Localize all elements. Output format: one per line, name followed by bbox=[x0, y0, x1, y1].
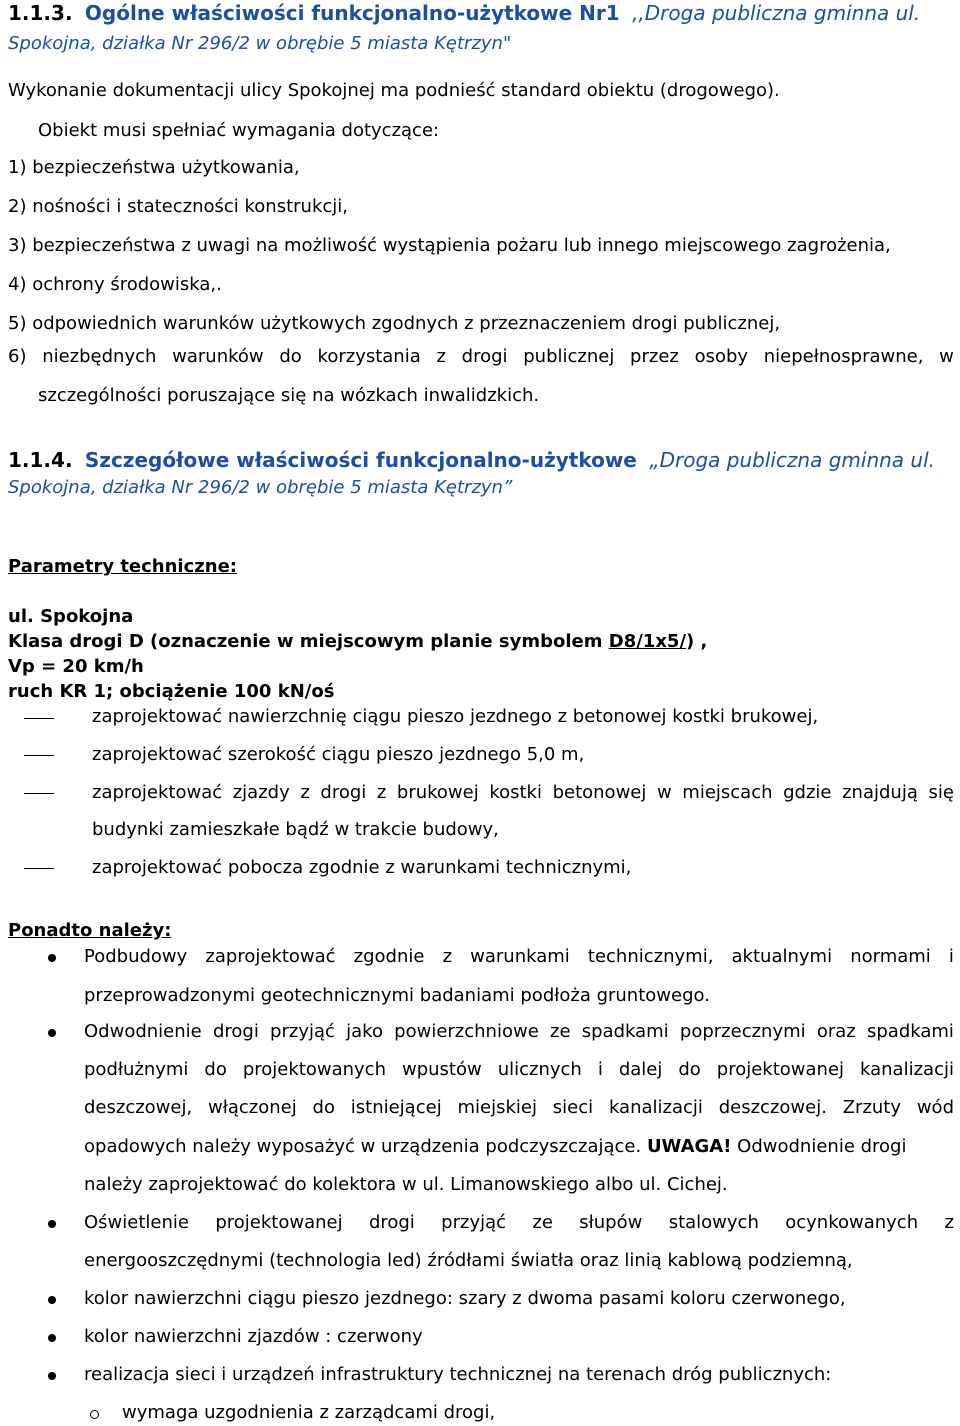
sub-bullet-item: wymaga uzgodnienia z zarządcami drogi, bbox=[122, 1402, 496, 1423]
bullet-item: kolor nawierzchni zjazdów : czerwony bbox=[84, 1326, 423, 1347]
bullet-item: Oświetlenie projektowanej drogi przyjąć ze słupów stalowych ocynkowanych z bbox=[84, 1212, 954, 1233]
requirement-item: 5) odpowiednich warunków użytkowych zgodnych z przeznaczeniem drogi publicznej, bbox=[8, 313, 781, 334]
requirement-item-6-cont: szczególności poruszające się na wózkach inwalidzkich. bbox=[38, 385, 540, 406]
bullet-item-cont: należy zaprojektować do kolektora w ul. Limanowskiego albo ul. Cichej. bbox=[84, 1174, 728, 1195]
requirement-item: 2) nośności i stateczności konstrukcji, bbox=[8, 196, 348, 217]
section-title: Ogólne właściwości funkcjonalno-użytkowe Nr1 bbox=[84, 1, 620, 25]
intro-text: Wykonanie dokumentacji ulicy Spokojnej ma podnieść standard obiektu (drogowego). bbox=[8, 80, 780, 101]
warning-label: UWAGA! bbox=[646, 1136, 732, 1157]
bullet-item: kolor nawierzchni ciągu pieszo jezdnego: szary z dwoma pasami koloru czerwonego, bbox=[84, 1288, 846, 1309]
section-title-italic: „Droga publiczna gminna ul. bbox=[649, 448, 935, 472]
section-title-italic-2: Spokojna, działka Nr 296/2 w obrębie 5 miasta Kętrzyn" bbox=[8, 33, 512, 54]
dash-item: zaprojektować nawierzchnię ciągu pieszo jezdnego z betonowej kostki brukowej, bbox=[92, 706, 819, 727]
requirement-item: 3) bezpieczeństwa z uwagi na możliwość wystąpienia pożaru lub innego miejscowego zagrożenia, bbox=[8, 235, 891, 256]
street-name: ul. Spokojna bbox=[8, 606, 134, 627]
section-title-italic-2: Spokojna, działka Nr 296/2 w obrębie 5 miasta Kętrzyn” bbox=[8, 477, 513, 498]
dash-item: zaprojektować zjazdy z drogi z brukowej kostki betonowej w miejscach gdzie znajdują się bbox=[92, 782, 954, 803]
extra-heading: Ponadto należy: bbox=[8, 920, 172, 941]
traffic-load: ruch KR 1; obciążenie 100 kN/oś bbox=[8, 681, 335, 702]
dash-icon bbox=[24, 755, 54, 756]
dash-item: zaprojektować szerokość ciągu pieszo jezdnego 5,0 m, bbox=[92, 744, 585, 765]
circle-bullet-icon bbox=[90, 1410, 99, 1419]
section-heading-114 bbox=[8, 449, 935, 471]
bullet-item-cont: energooszczędnymi (technologia led) źródłami światła oraz linią kablową podziemną, bbox=[84, 1250, 853, 1271]
bullet-item-cont: podłużnymi do projektowanych wpustów ulicznych i dalej do projektowanej kanalizacji bbox=[84, 1059, 954, 1080]
bullet-item-cont: opadowych należy wyposażyć w urządzenia podczyszczające. UWAGA! Odwodnienie drogi bbox=[84, 1136, 907, 1157]
dash-icon bbox=[24, 793, 54, 794]
requirement-item-6: 6) niezbędnych warunków do korzystania z drogi publicznej przez osoby niepełnosprawne, w bbox=[8, 346, 954, 367]
plan-symbol: D8/1x5/ bbox=[608, 631, 687, 652]
dash-item: zaprojektować pobocza zgodnie z warunkami technicznymi, bbox=[92, 857, 632, 878]
requirement-item: 1) bezpieczeństwa użytkowania, bbox=[8, 157, 300, 178]
dash-icon bbox=[24, 868, 54, 869]
bullet-icon bbox=[48, 1334, 56, 1342]
dash-item-cont: budynki zamieszkałe bądź w trakcie budowy, bbox=[92, 819, 499, 840]
bullet-item: realizacja sieci i urządzeń infrastruktury technicznej na terenach dróg publicznych: bbox=[84, 1364, 832, 1385]
dash-icon bbox=[24, 718, 54, 719]
bullet-item: Podbudowy zaprojektować zgodnie z warunkami technicznymi, aktualnymi normami i bbox=[84, 946, 954, 967]
lead-text: Obiekt musi spełniać wymagania dotyczące: bbox=[38, 120, 440, 141]
bullet-icon bbox=[48, 1372, 56, 1380]
bullet-icon bbox=[48, 1220, 56, 1228]
bullet-icon bbox=[48, 1029, 56, 1037]
section-number: 1.1.3. bbox=[8, 1, 73, 25]
bullet-item-cont: deszczowej, włączonej do istniejącej miejskiej sieci kanalizacji deszczowej. Zrzuty wód bbox=[84, 1097, 954, 1118]
section-title: Szczegółowe właściwości funkcjonalno-użytkowe bbox=[84, 448, 637, 472]
requirement-item: 4) ochrony środowiska,. bbox=[8, 274, 222, 295]
section-number: 1.1.4. bbox=[8, 448, 73, 472]
section-heading-113 bbox=[8, 2, 920, 24]
bullet-icon bbox=[48, 1296, 56, 1304]
design-speed: Vp = 20 km/h bbox=[8, 656, 144, 677]
bullet-item-cont: przeprowadzonymi geotechnicznymi badaniami podłoża gruntowego. bbox=[84, 985, 710, 1006]
bullet-item: Odwodnienie drogi przyjąć jako powierzchniowe ze spadkami poprzecznymi oraz spadkami bbox=[84, 1021, 954, 1042]
road-class: Klasa drogi D (oznaczenie w miejscowym planie symbolem D8/1x5/) , bbox=[8, 631, 708, 652]
params-heading: Parametry techniczne: bbox=[8, 556, 237, 577]
bullet-icon bbox=[48, 954, 56, 962]
section-title-italic: ,,Droga publiczna gminna ul. bbox=[632, 1, 921, 25]
